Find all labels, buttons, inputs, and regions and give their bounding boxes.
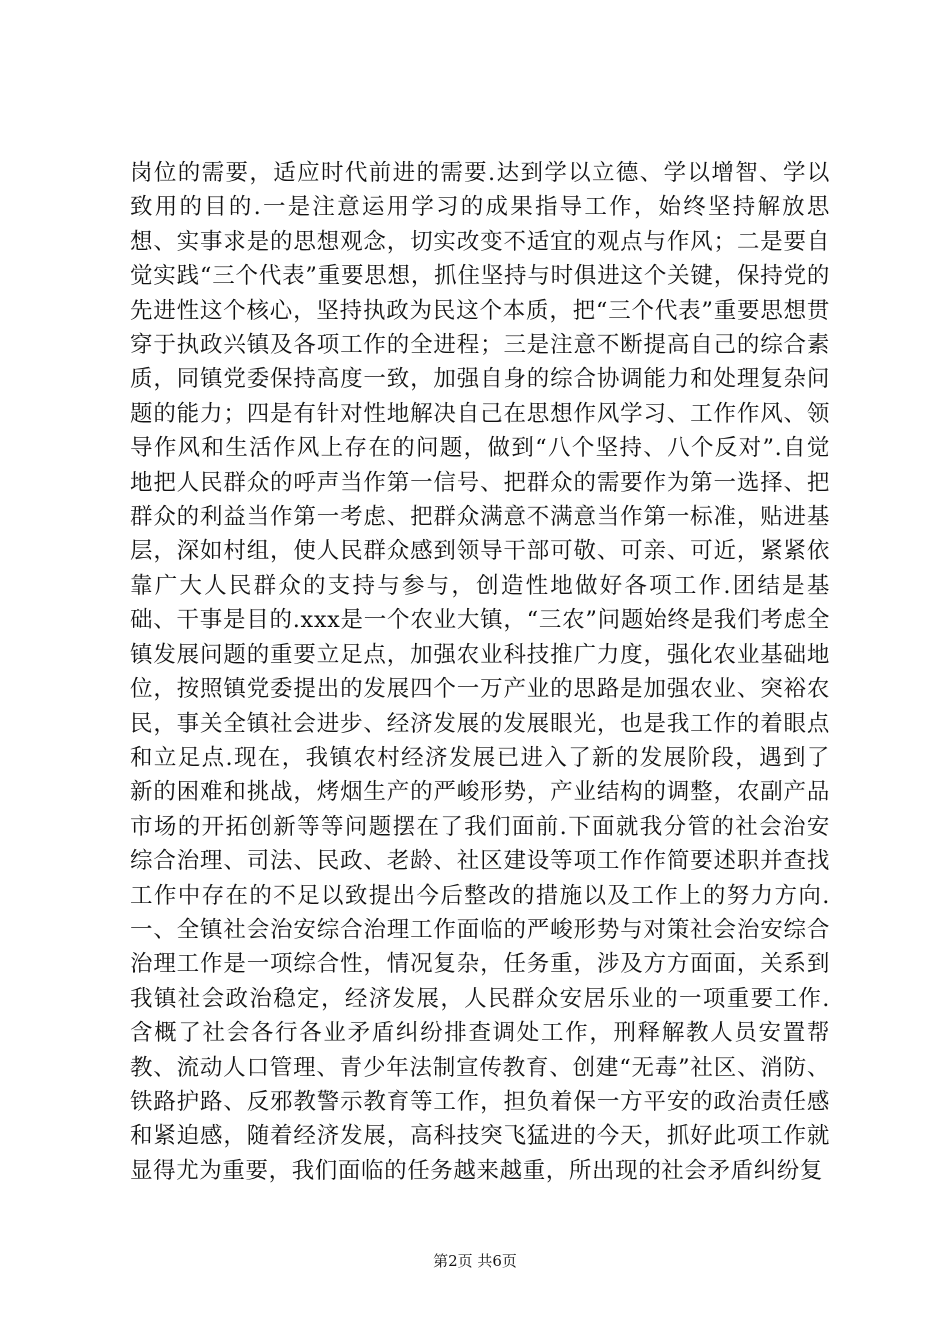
- body-paragraph: 岗位的需要，适应时代前进的需要.达到学以立德、学以增智、学以致用的目的.一是注意运用学习的成果指导工作，始终坚持解放思想、实事求是的思想观念，切实改变不适宜的观点与作风；二是要自觉实践“三个代表”重要思想，抓住坚持与时俱进这个关键，保持党的先进性这个核心，坚持执政为民这个本质，把“三个代表”重要思想贯穿于执政兴镇及各项工作的全进程；三是注意不断提高自己的综合素质，同镇党委保持高度一致，加强自身的综合协调能力和处理复杂问题的能力；四是有针对性地解决自己在思想作风学习、工作作风、领导作风和生活作风上存在的问题，做到“八个坚持、八个反对”.自觉地把人民群众的呼声当作第一信号、把群众的需要作为第一选择、把群众的利益当作第一考虑、把群众满意不满意当作第一标准，贴进基层，深如村组，使人民群众感到领导干部可敬、可亲、可近，紧紧依靠广大人民群众的支持与参与，创造性地做好各项工作.团结是基础、干事是目的.xxx是一个农业大镇，“三农”问题始终是我们考虑全镇发展问题的重要立足点，加强农业科技推广力度，强化农业基础地位，按照镇党委提出的发展四个一万产业的思路是加强农业、突裕农民，事关全镇社会进步、经济发展的发展眼光，也是我工作的着眼点和立足点.现在，我镇农村经济发展已进入了新的发展阶段，遇到了新的困难和挑战，烤烟生产的严峻形势，产业结构的调整，农副产品市场的开拓创新等等问题摆在了我们面前.下面就我分管的社会治安综合治理、司法、民政、老龄、社区建设等项工作作简要述职并查找工作中存在的不足以致提出今后整改的措施以及工作上的努力方向.一、全镇社会治安综合治理工作面临的严峻形势与对策社会治安综合治理工作是一项综合性，情况复杂，任务重，涉及方方面面，关系到我镇社会政治稳定，经济发展，人民群众安居乐业的一项重要工作.含概了社会各行各业矛盾纠纷排查调处工作，刑释解教人员安置帮教、流动人口管理、青少年法制宣传教育、创建“无毒”社区、消防、铁路护路、反邪教警示教育等工作，担负着保一方平安的政治责任感和紧迫感，随着经济发展，高科技突飞猛进的今天，抓好此项工作就显得尤为重要，我们面临的任务越来越重，所出现的社会矛盾纠纷复: [130, 160, 830, 1184]
- page-number-footer: 第2页 共6页: [433, 1252, 517, 1270]
